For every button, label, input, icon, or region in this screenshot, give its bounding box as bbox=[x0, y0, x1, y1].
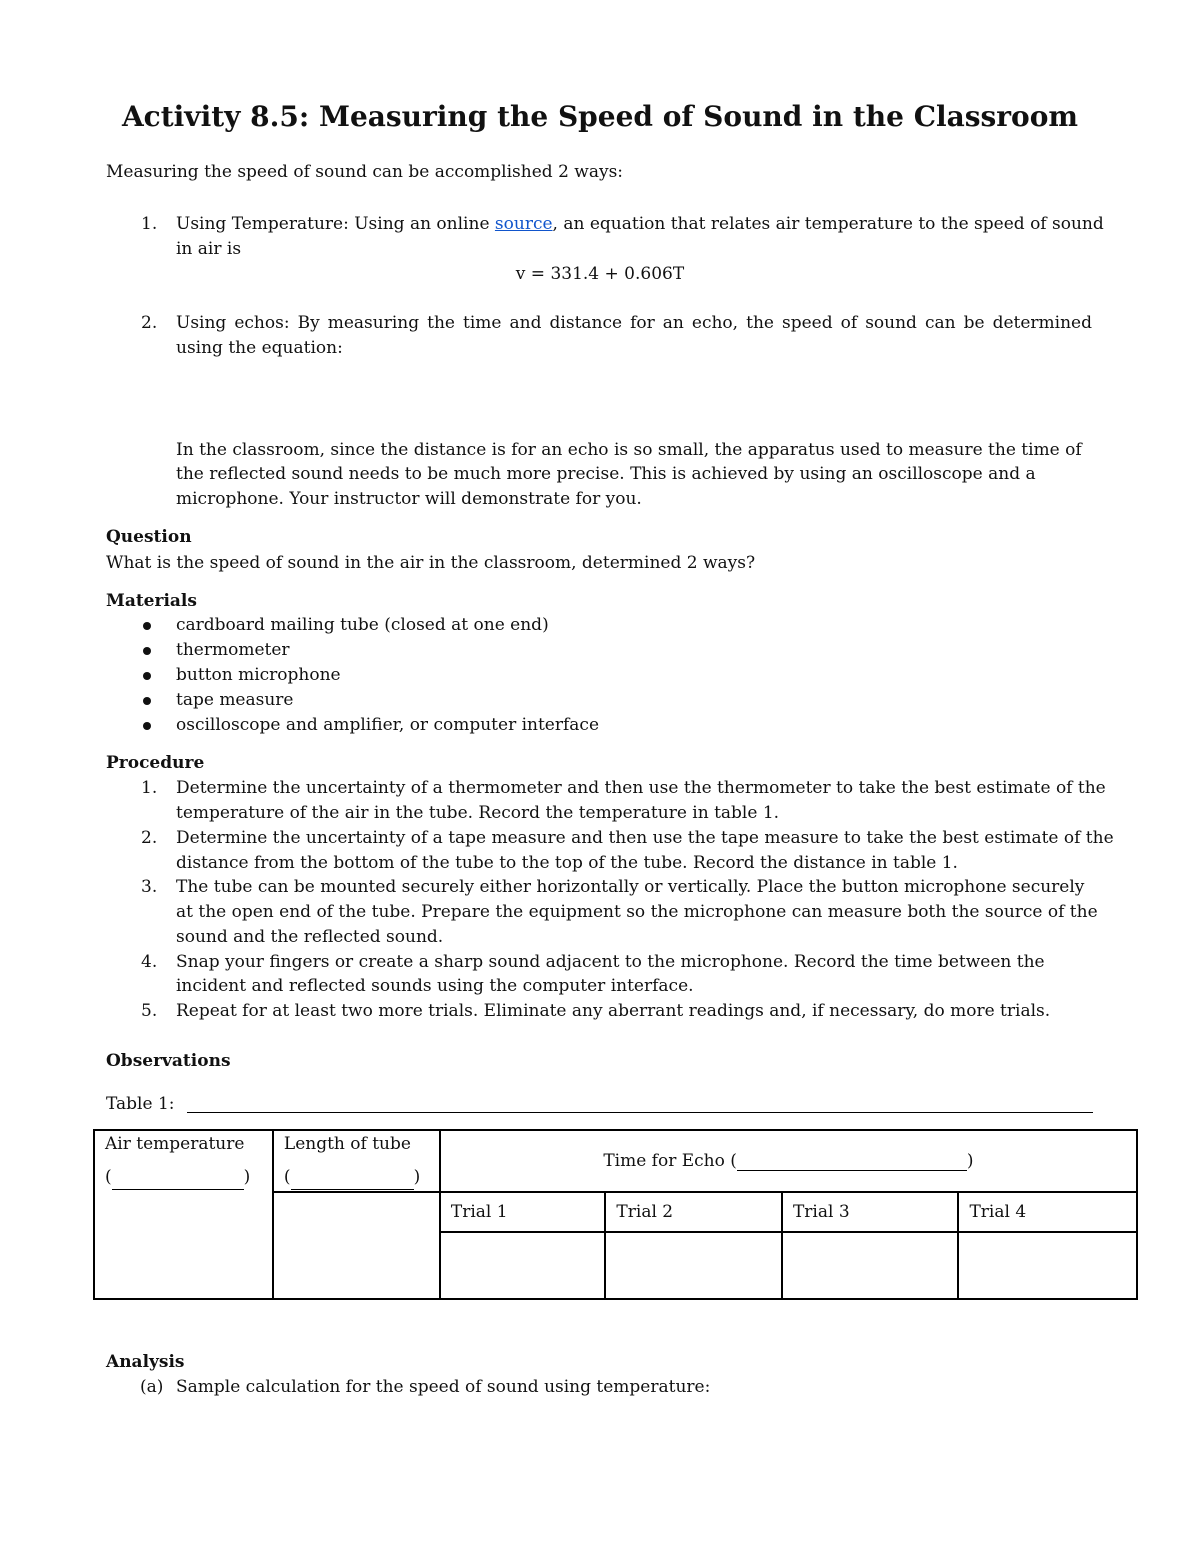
tube-length-value-cell[interactable] bbox=[273, 1192, 440, 1299]
bullet-icon bbox=[143, 647, 151, 655]
classroom-note-line1: In the classroom, since the distance is for an echo is so small, the apparatus used to measure the time of bbox=[176, 440, 1082, 460]
step-5-line1: Repeat for at least two more trials. Eliminate any aberrant readings and, if necessary, do more trials. bbox=[176, 1001, 1051, 1021]
air-temperature-cell[interactable] bbox=[94, 1130, 273, 1299]
echo-time-label: Time for Echo ( bbox=[603, 1151, 737, 1171]
trial-header: Trial 4 bbox=[958, 1192, 1137, 1232]
open-paren: ( bbox=[283, 1167, 291, 1187]
method-2-line2: using the equation: bbox=[176, 338, 343, 358]
air-temperature-unit[interactable] bbox=[105, 1165, 262, 1190]
table-label: Table 1: bbox=[106, 1094, 175, 1114]
air-temperature-header: Air temperature bbox=[105, 1134, 245, 1154]
step-number: 1. bbox=[141, 778, 158, 798]
trial-value-cell[interactable] bbox=[605, 1232, 782, 1299]
page-title: Activity 8.5: Measuring the Speed of Sound in the Classroom bbox=[121, 100, 1079, 133]
material-item: cardboard mailing tube (closed at one end) bbox=[176, 615, 549, 635]
tube-length-unit[interactable] bbox=[284, 1165, 429, 1190]
observations-table bbox=[93, 1129, 1138, 1300]
analysis-item-label: (a) bbox=[140, 1377, 164, 1397]
step-3-line2: at the open end of the tube. Prepare the equipment so the microphone can measure both the source of the bbox=[176, 902, 1098, 922]
unit-blank bbox=[112, 1171, 244, 1190]
step-number: 5. bbox=[141, 1001, 158, 1021]
method-1-text-after: , an equation that relates air temperature to the speed of sound bbox=[552, 214, 1104, 234]
method-1-line2: in air is bbox=[176, 239, 242, 259]
step-3-line3: sound and the reflected sound. bbox=[176, 927, 444, 947]
bullet-icon bbox=[143, 722, 151, 730]
method-2-number: 2. bbox=[141, 313, 158, 333]
bullet-icon bbox=[143, 697, 151, 705]
trial-value-cell[interactable] bbox=[782, 1232, 959, 1299]
trial-value-cell[interactable] bbox=[958, 1232, 1137, 1299]
step-3-line1: The tube can be mounted securely either horizontally or vertically. Place the button microphone securely bbox=[176, 877, 1085, 897]
material-item: oscilloscope and amplifier, or computer interface bbox=[176, 715, 600, 735]
method-1-number: 1. bbox=[141, 214, 158, 234]
close-paren: ) bbox=[243, 1167, 251, 1187]
procedure-heading: Procedure bbox=[106, 753, 205, 773]
method-2-line1: Using echos: By measuring the time and distance for an echo, the speed of sound can be determined bbox=[176, 313, 1092, 333]
tube-length-header-cell bbox=[273, 1130, 440, 1192]
source-link[interactable]: source bbox=[494, 214, 553, 234]
tube-length-header: Length of tube bbox=[283, 1134, 411, 1154]
trial-value-cell[interactable] bbox=[440, 1232, 606, 1299]
trial-header: Trial 1 bbox=[440, 1192, 606, 1232]
classroom-note-line3: microphone. Your instructor will demonstrate for you. bbox=[176, 489, 642, 509]
material-item: thermometer bbox=[176, 640, 290, 660]
echo-time-header-cell bbox=[440, 1130, 1137, 1192]
step-1-line2: temperature of the air in the tube. Record the temperature in table 1. bbox=[176, 803, 780, 823]
materials-heading: Materials bbox=[106, 591, 197, 611]
bullet-icon bbox=[143, 672, 151, 680]
bullet-icon bbox=[143, 622, 151, 630]
step-1-line1: Determine the uncertainty of a thermometer and then use the thermometer to take the best estimate of the bbox=[176, 778, 1106, 798]
unit-blank bbox=[291, 1171, 414, 1190]
table-title-blank[interactable] bbox=[187, 1112, 1093, 1113]
open-paren: ( bbox=[105, 1167, 112, 1187]
temperature-equation: v = 331.4 + 0.606T bbox=[515, 264, 685, 284]
unit-blank bbox=[737, 1152, 967, 1171]
question-text: What is the speed of sound in the air in the classroom, determined 2 ways? bbox=[106, 553, 756, 573]
close-paren: ) bbox=[966, 1151, 974, 1171]
material-item: button microphone bbox=[176, 665, 341, 685]
intro-text: Measuring the speed of sound can be accomplished 2 ways: bbox=[106, 162, 624, 182]
echo-time-header[interactable] bbox=[603, 1151, 973, 1171]
step-2-line1: Determine the uncertainty of a tape measure and then use the tape measure to take the best estimate of the bbox=[176, 828, 1114, 848]
material-item: tape measure bbox=[176, 690, 294, 710]
trial-header: Trial 2 bbox=[605, 1192, 782, 1232]
analysis-item-a: Sample calculation for the speed of sound using temperature: bbox=[176, 1377, 711, 1397]
close-paren: ) bbox=[413, 1167, 421, 1187]
observations-heading: Observations bbox=[106, 1051, 231, 1071]
method-1-text-before: Using Temperature: Using an online bbox=[176, 214, 495, 234]
step-number: 3. bbox=[141, 877, 158, 897]
analysis-heading: Analysis bbox=[106, 1352, 185, 1372]
question-heading: Question bbox=[106, 527, 192, 547]
method-1-line1 bbox=[176, 212, 1104, 237]
step-4-line1: Snap your fingers or create a sharp sound adjacent to the microphone. Record the time between the bbox=[176, 952, 1045, 972]
step-number: 4. bbox=[141, 952, 158, 972]
step-number: 2. bbox=[141, 828, 158, 848]
step-4-line2: incident and reflected sounds using the computer interface. bbox=[176, 976, 694, 996]
step-2-line2: distance from the bottom of the tube to the top of the tube. Record the distance in table 1. bbox=[176, 853, 958, 873]
classroom-note-line2: the reflected sound needs to be much more precise. This is achieved by using an oscilloscope and a bbox=[176, 464, 1036, 484]
trial-header: Trial 3 bbox=[782, 1192, 959, 1232]
